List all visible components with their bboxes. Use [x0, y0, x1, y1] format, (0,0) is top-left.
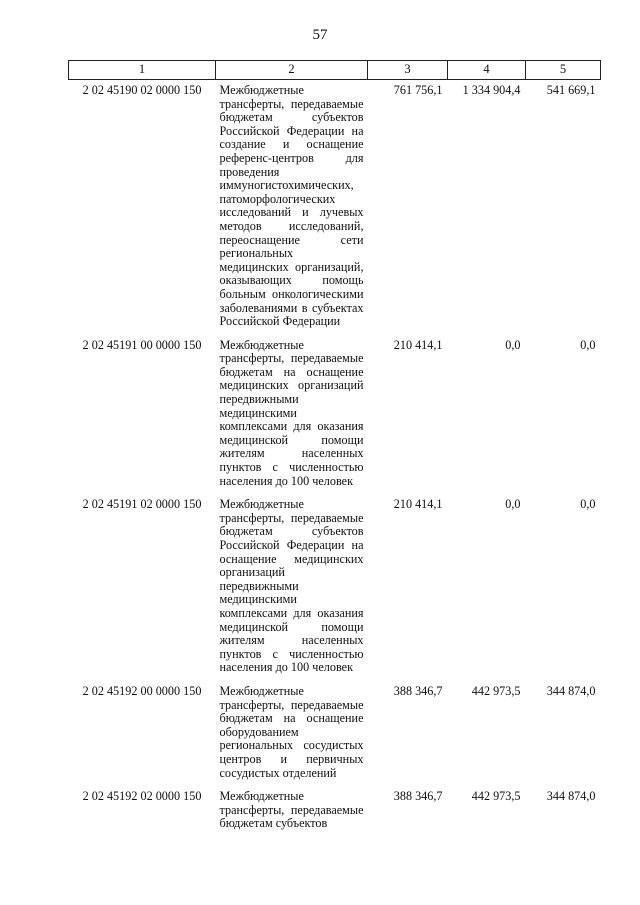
column-header-1: 1	[69, 61, 216, 80]
row-value-3: 388 346,7	[393, 683, 443, 698]
row-value-3: 210 414,1	[393, 497, 443, 512]
table-row	[69, 80, 601, 335]
row-value-4: 1 334 904,4	[462, 83, 521, 97]
column-header-2: 2	[216, 61, 368, 80]
row-value-3: 210 414,1	[393, 337, 443, 352]
row-description: Межбюджетные трансферты, передаваемые бюджетам на оснащение медицинских организаций передвижными медицинскими комплексами для оказания медицинской помощи жителям населенных пунктов с численностью населения до 100 человек	[219, 337, 364, 488]
page-number: 57	[312, 27, 328, 43]
row-value-5: 344 874,0	[546, 683, 596, 698]
row-description: Межбюджетные трансферты, передаваемые бюджетам субъектов Российской Федерации на оснащение медицинских организаций передвижными медицинскими комплексами для оказания медицинской помощи жителям населенных пунктов с численностью населения до 100 человек	[219, 497, 364, 675]
row-value-5: 344 874,0	[546, 789, 596, 804]
table-row	[69, 335, 601, 495]
budget-table	[68, 60, 601, 837]
column-header-5: 5	[526, 61, 601, 80]
column-header-4: 4	[448, 61, 526, 80]
row-value-3: 761 756,1	[393, 83, 443, 97]
row-value-5: 0,0	[580, 497, 596, 512]
row-value-4: 442 973,5	[471, 683, 521, 698]
column-header-3: 3	[368, 61, 448, 80]
table-row	[69, 494, 601, 681]
row-code: 2 02 45191 02 0000 150	[82, 497, 202, 512]
row-code: 2 02 45191 00 0000 150	[82, 337, 202, 352]
row-value-4: 0,0	[505, 337, 521, 352]
row-code: 2 02 45190 02 0000 150	[82, 83, 202, 97]
row-code: 2 02 45192 00 0000 150	[82, 683, 202, 698]
row-description: Межбюджетные трансферты, передаваемые бюджетам субъектов Российской Федерации на создание и оснащение референс-центров для проведения иммуногистохимических, патоморфологических исследований и лучевых методов исследований, переоснащение сети региональных медицинских организаций, оказывающих помощь больным онкологическими заболеваниями в субъектах Российской Федерации	[219, 83, 364, 329]
row-description: Межбюджетные трансферты, передаваемые бюджетам на оснащение оборудованием региональных сосудистых центров и первичных сосудистых отделений	[219, 683, 364, 780]
table-header-row	[69, 61, 601, 80]
table-row	[69, 681, 601, 786]
row-value-4: 442 973,5	[471, 789, 521, 804]
table-row	[69, 786, 601, 837]
row-value-5: 0,0	[580, 337, 596, 352]
row-value-4: 0,0	[505, 497, 521, 512]
row-description: Межбюджетные трансферты, передаваемые бюджетам субъектов	[219, 789, 364, 831]
row-value-5: 541 669,1	[546, 83, 596, 97]
row-code: 2 02 45192 02 0000 150	[82, 789, 202, 804]
row-value-3: 388 346,7	[393, 789, 443, 804]
